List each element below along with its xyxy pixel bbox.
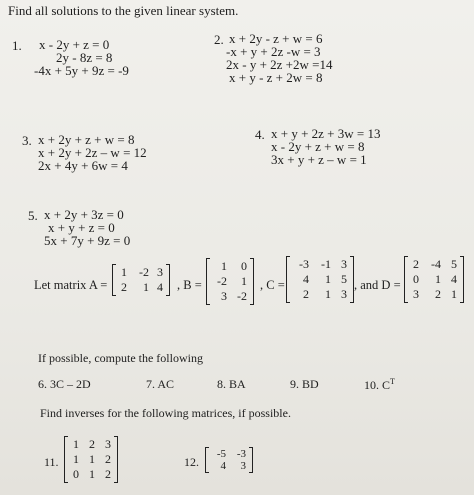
matrix-C bbox=[286, 256, 354, 303]
problem-4-system bbox=[271, 127, 380, 166]
equation: x + y + 2z + 3w = 13 bbox=[271, 126, 381, 141]
compute-item-7: 7. AC bbox=[146, 377, 175, 391]
compute-item-10-text: 10. C bbox=[364, 378, 391, 392]
matrix-cell: -3 bbox=[299, 257, 309, 271]
matrix-cell: 3 bbox=[341, 287, 347, 301]
equation: x + 2y + z + w = 8 bbox=[38, 132, 135, 147]
inverse-instructions: Find inverses for the following matrices, if possible. bbox=[40, 406, 291, 420]
problem-1-number: 1. bbox=[12, 38, 22, 53]
matrix-cell: 4 bbox=[220, 460, 226, 472]
equation: x + y - z + 2w = 8 bbox=[229, 70, 323, 85]
matrix-cell: 2 bbox=[303, 287, 309, 301]
matrix-B-label: , B = bbox=[177, 278, 202, 292]
matrix-cell: -2 bbox=[139, 265, 149, 279]
matrix-cell: 2 bbox=[435, 287, 441, 301]
matrix-cell: 1 bbox=[89, 467, 95, 481]
matrix-cell: 2 bbox=[413, 257, 419, 271]
equation: x + y + z = 0 bbox=[48, 220, 115, 235]
matrix-cell: -2 bbox=[217, 274, 227, 288]
equation: x - 2y + z + w = 8 bbox=[271, 139, 365, 154]
matrix-cell: 3 bbox=[105, 437, 111, 451]
equation: 2x + 4y + 6w = 4 bbox=[38, 158, 128, 173]
compute-item-10 bbox=[364, 377, 395, 393]
matrix-cell: -3 bbox=[236, 448, 246, 460]
compute-item-6: 6. 3C – 2D bbox=[38, 377, 91, 391]
problem-5-system bbox=[44, 208, 130, 247]
equation: 5x + 7y + 9z = 0 bbox=[44, 233, 131, 248]
compute-instructions: If possible, compute the following bbox=[38, 351, 203, 365]
matrix-cell: 2 bbox=[105, 452, 111, 466]
matrix-cell: 2 bbox=[105, 467, 111, 481]
matrix-cell: 1 bbox=[143, 280, 149, 294]
matrix-cell: 2 bbox=[89, 437, 95, 451]
matrix-cell: 5 bbox=[451, 257, 457, 271]
matrix-cell: 3 bbox=[413, 287, 419, 301]
matrix-cell: 5 bbox=[341, 272, 347, 286]
matrix-cell: 1 bbox=[435, 272, 441, 286]
equation: -x + y + 2z -w = 3 bbox=[226, 44, 321, 59]
matrix-B bbox=[206, 258, 254, 305]
matrix-cell: 3 bbox=[341, 257, 347, 271]
matrix-cell: 3 bbox=[157, 265, 163, 279]
worksheet-title: Find all solutions to the given linear system. bbox=[8, 3, 239, 18]
inverse-matrix-11 bbox=[64, 436, 118, 483]
equation: x + 2y + 3z = 0 bbox=[44, 207, 124, 222]
matrix-cell: 4 bbox=[303, 272, 309, 286]
matrix-cell: 3 bbox=[240, 460, 246, 472]
inverse-12-label: 12. bbox=[184, 455, 199, 469]
matrix-cell: -5 bbox=[216, 448, 226, 460]
compute-item-9: 9. BD bbox=[290, 377, 319, 391]
matrix-A bbox=[112, 264, 170, 296]
matrix-cell: 1 bbox=[221, 259, 227, 273]
matrix-cell: 1 bbox=[73, 437, 79, 451]
problem-2-number: 2. bbox=[214, 32, 224, 47]
matrix-cell: 1 bbox=[451, 287, 457, 301]
matrix-cell: 1 bbox=[325, 287, 331, 301]
matrix-cell: 4 bbox=[157, 280, 163, 294]
problem-3-number: 3. bbox=[22, 133, 32, 148]
problem-1-system bbox=[34, 38, 154, 77]
matrix-cell: 1 bbox=[89, 452, 95, 466]
matrix-A-label: Let matrix A = bbox=[34, 278, 108, 292]
matrix-D-label: , and D = bbox=[354, 278, 401, 292]
matrix-D bbox=[404, 256, 464, 303]
compute-item-8: 8. BA bbox=[217, 377, 246, 391]
matrix-cell: -1 bbox=[321, 257, 331, 271]
matrix-cell: -2 bbox=[237, 289, 247, 303]
equation: 2x - y + 2z +2w =14 bbox=[226, 57, 333, 72]
equation: 3x + y + z – w = 1 bbox=[271, 152, 367, 167]
problem-3-system bbox=[38, 133, 147, 172]
matrix-cell: 1 bbox=[121, 265, 127, 279]
matrix-cell: 1 bbox=[241, 274, 247, 288]
matrix-C-label: , C = bbox=[260, 278, 285, 292]
matrix-cell: 1 bbox=[73, 452, 79, 466]
matrix-cell: 0 bbox=[241, 259, 247, 273]
matrix-cell: 0 bbox=[73, 467, 79, 481]
problem-5-number: 5. bbox=[28, 208, 38, 223]
transpose-superscript: T bbox=[390, 377, 395, 386]
matrix-cell: 4 bbox=[451, 272, 457, 286]
inverse-matrix-12 bbox=[205, 447, 253, 473]
matrix-cell: 1 bbox=[325, 272, 331, 286]
inverse-11-label: 11. bbox=[44, 455, 59, 469]
equation: x + 2y - z + w = 6 bbox=[229, 31, 323, 46]
equation: x - 2y + z = 0 bbox=[39, 37, 110, 52]
problem-4-number: 4. bbox=[255, 127, 265, 142]
equation: 2y - 8z = 8 bbox=[56, 50, 113, 65]
matrix-cell: 0 bbox=[413, 272, 419, 286]
equation: -4x + 5y + 9z = -9 bbox=[34, 63, 129, 78]
matrix-cell: 3 bbox=[221, 289, 227, 303]
problem-2-system bbox=[226, 31, 333, 85]
matrix-cell: -4 bbox=[431, 257, 441, 271]
matrix-cell: 2 bbox=[121, 280, 127, 294]
equation: x + 2y + 2z – w = 12 bbox=[38, 145, 147, 160]
